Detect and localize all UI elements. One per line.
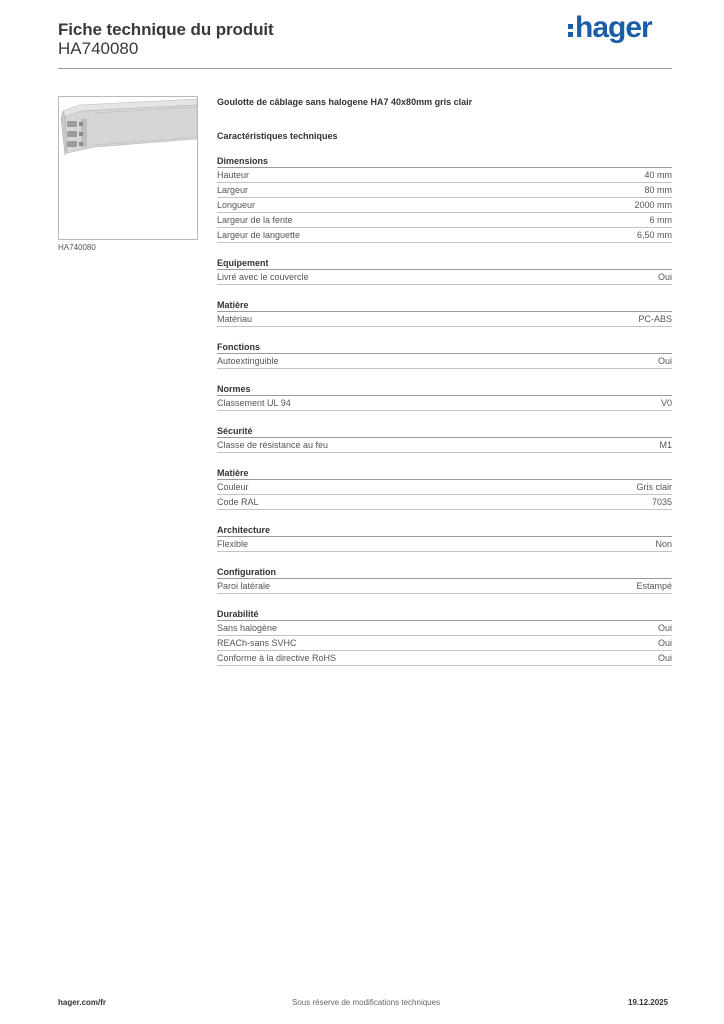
section-title: Dimensions <box>217 155 672 168</box>
section-title: Durabilité <box>217 608 672 621</box>
spec-value: Non <box>655 539 672 549</box>
spec-label: Classement UL 94 <box>217 398 291 408</box>
spec-value: Estampé <box>636 581 672 591</box>
spec-section-matiere <box>217 299 672 327</box>
spec-value: Oui <box>657 272 672 282</box>
spec-row <box>217 183 672 198</box>
header-divider <box>58 68 672 69</box>
image-caption: HA740080 <box>58 243 96 252</box>
spec-row <box>217 651 672 666</box>
spec-section-dimensions <box>217 155 672 243</box>
spec-label: Matériau <box>217 314 253 324</box>
spec-section-normes <box>217 383 672 411</box>
spec-section-matiere-couleur <box>217 467 672 510</box>
section-title: Equipement <box>217 257 672 270</box>
spec-row <box>217 495 672 510</box>
spec-section-durabilite <box>217 608 672 666</box>
spec-value: PC-ABS <box>638 314 672 324</box>
footer-website-link[interactable]: hager.com/fr <box>58 998 107 1007</box>
product-reference: HA740080 <box>58 39 139 58</box>
spec-label: Hauteur <box>217 170 250 180</box>
spec-row <box>217 270 672 285</box>
spec-value: 2000 mm <box>634 200 672 210</box>
spec-section-securite <box>217 425 672 453</box>
spec-value: 6 mm <box>649 215 672 225</box>
spec-row <box>217 579 672 594</box>
spec-row <box>217 438 672 453</box>
section-title: Configuration <box>217 566 672 579</box>
spec-section-equipement <box>217 257 672 285</box>
spec-value: 6,50 mm <box>636 230 672 240</box>
spec-label: Largeur <box>217 185 249 195</box>
logo-wordmark: hager <box>575 11 652 44</box>
spec-row <box>217 396 672 411</box>
spec-row <box>217 621 672 636</box>
spec-value: V0 <box>660 398 672 408</box>
spec-row <box>217 312 672 327</box>
spec-label: Conforme à la directive RoHS <box>217 653 337 663</box>
product-description: Goulotte de câblage sans halogene HA7 40x80mm gris clair <box>217 97 473 107</box>
section-title: Fonctions <box>217 341 672 354</box>
spec-value: 80 mm <box>644 185 672 195</box>
spec-value: M1 <box>659 440 672 450</box>
spec-label: REACh-sans SVHC <box>217 638 297 648</box>
spec-row <box>217 537 672 552</box>
spec-row <box>217 213 672 228</box>
spec-value: Oui <box>657 356 672 366</box>
spec-row <box>217 354 672 369</box>
hager-logo <box>568 13 652 43</box>
spec-label: Code RAL <box>217 497 259 507</box>
specs-heading: Caractéristiques techniques <box>217 131 338 141</box>
section-title: Matière <box>217 299 672 312</box>
section-title: Sécurité <box>217 425 672 438</box>
spec-label: Largeur de la fente <box>217 215 293 225</box>
spec-label: Paroi latérale <box>217 581 271 591</box>
footer-disclaimer: Sous réserve de modifications techniques <box>292 998 441 1007</box>
spec-section-configuration <box>217 566 672 594</box>
spec-label: Couleur <box>217 482 249 492</box>
spec-row <box>217 168 672 183</box>
section-title: Normes <box>217 383 672 396</box>
cable-trunking-image <box>58 96 198 240</box>
spec-label: Flexible <box>217 539 249 549</box>
spec-section-fonctions <box>217 341 672 369</box>
spec-label: Largeur de languette <box>217 230 301 240</box>
spec-value: Oui <box>657 653 672 663</box>
spec-label: Livré avec le couvercle <box>217 272 309 282</box>
logo-dots-icon <box>568 24 573 37</box>
section-title: Architecture <box>217 524 672 537</box>
spec-label: Classe de résistance au feu <box>217 440 329 450</box>
spec-label: Longueur <box>217 200 256 210</box>
section-title: Matière <box>217 467 672 480</box>
product-content <box>217 96 672 666</box>
spec-value: Oui <box>657 623 672 633</box>
spec-label: Sans halogène <box>217 623 278 633</box>
spec-row <box>217 636 672 651</box>
spec-row <box>217 228 672 243</box>
footer-date: 19.12.2025 <box>628 998 669 1007</box>
page-title: Fiche technique du produit <box>58 20 274 39</box>
spec-row <box>217 198 672 213</box>
spec-value: Oui <box>657 638 672 648</box>
spec-value: 7035 <box>651 497 672 507</box>
spec-value: 40 mm <box>644 170 672 180</box>
spec-row <box>217 480 672 495</box>
spec-section-architecture <box>217 524 672 552</box>
spec-value: Gris clair <box>636 482 672 492</box>
spec-label: Autoextinguible <box>217 356 279 366</box>
